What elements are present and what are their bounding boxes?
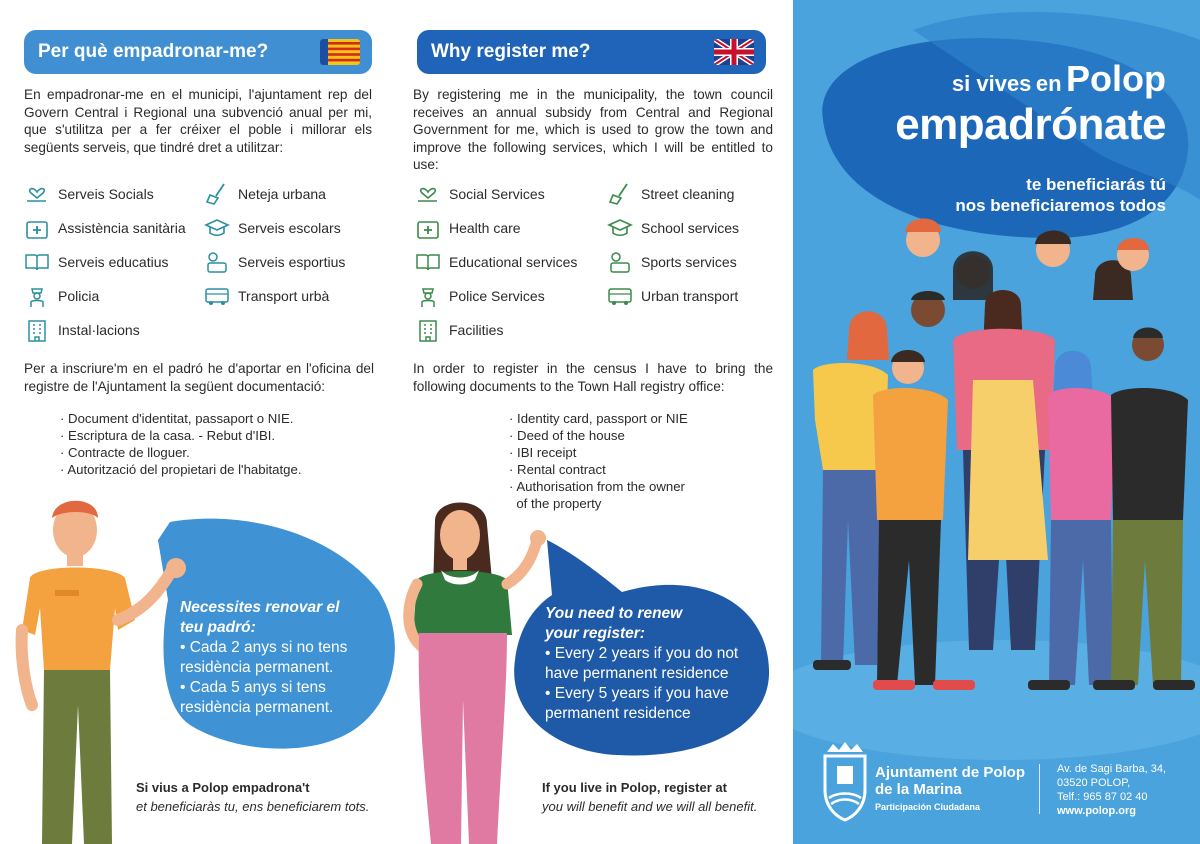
doc-item: of the property [509, 496, 602, 511]
cover-subtitle [955, 174, 1166, 216]
cover-title-polop: Polop [1066, 58, 1166, 99]
catalan-intro: En empadronar-me en el municipi, l'ajuntament rep del Govern Central i Regional una subvenció anual per mi, que s'utilitza per a fer créixer el poble i millorar els següents serveis, que tindré dret a utilitzar: [24, 87, 372, 155]
man-trousers [42, 670, 112, 844]
cover-title-si-vives: si vives [951, 71, 1032, 96]
address-line-2: 03520 POLOP, [1057, 777, 1131, 789]
doc-item: · Deed of the house [509, 428, 625, 443]
english-bubble-line: permanent residence [545, 705, 691, 722]
catalan-bubble-line: residència permanent. [180, 659, 334, 676]
broom-icon [204, 181, 230, 207]
cover-title-line-1 [952, 58, 1166, 100]
english-docs-intro: In order to register in the census I have to bring the following documents to the Town Hall registry office: [413, 361, 773, 394]
service-item [24, 316, 140, 344]
crowd-illustration [813, 219, 1195, 691]
english-bubble-line: • Every 2 years if you do not [545, 645, 739, 662]
service-item [415, 282, 545, 310]
cover-panel [793, 0, 1200, 844]
english-bubble-text [545, 604, 765, 724]
heart-hand-icon [24, 181, 50, 207]
service-label: Serveis esportius [238, 254, 346, 270]
service-label: School services [641, 220, 740, 236]
doc-item: · Document d'identitat, passaport o NIE. [60, 411, 294, 426]
english-bubble-line: have permanent residence [545, 665, 729, 682]
service-label: Educational services [449, 254, 578, 270]
cover-subtitle-line-2: nos beneficiaremos todos [955, 196, 1166, 215]
building-icon [415, 317, 441, 343]
doc-item: · Autorització del propietari de l'habitatge. [60, 462, 302, 477]
english-footer-bold: If you live in Polop, register at [542, 780, 727, 795]
service-label: Sports services [641, 254, 737, 270]
service-item [24, 282, 99, 310]
service-item [204, 248, 345, 276]
doc-item: · Escriptura de la casa. - Rebut d'IBI. [60, 428, 276, 443]
service-label: Urban transport [641, 288, 739, 304]
catalan-footer-bold: Si vius a Polop empadrona't [136, 780, 310, 795]
service-label: Serveis Socials [58, 186, 154, 202]
english-intro: By registering me in the municipality, the town council receives an annual subsidy from Central and Regional Government for me, which is used to grow the town and improve the following services, which I will be entitled to use: [413, 87, 773, 173]
graduation-cap-icon [607, 215, 633, 241]
catalan-docs-intro: Per a inscriure'm en el padró he d'aportar en l'oficina del registre de l'Ajuntament la següent documentació: [24, 361, 374, 394]
english-bubble-title-1: You need to renew [545, 605, 683, 622]
doc-item: · IBI receipt [509, 445, 577, 460]
service-item [204, 180, 326, 208]
service-item [415, 214, 521, 242]
catalan-footer-italic: et beneficiaràs tu, ens beneficiarem tots. [136, 799, 370, 814]
bus-icon [607, 283, 633, 309]
service-item [607, 248, 737, 276]
english-footer [542, 778, 757, 816]
town-hall-logo-block [821, 740, 1181, 830]
woman-head [440, 510, 480, 560]
english-header-title: Why register me? [431, 41, 591, 62]
service-item [607, 282, 738, 310]
bus-icon [204, 283, 230, 309]
contact-info [1057, 762, 1166, 818]
building-icon [24, 317, 50, 343]
catalan-bubble-line: residència permanent. [180, 699, 334, 716]
service-item [24, 180, 154, 208]
catalan-header-title: Per què empadronar-me? [38, 41, 269, 62]
service-item [24, 214, 186, 242]
service-label: Street cleaning [641, 186, 735, 202]
cover-title-en: en [1035, 71, 1062, 96]
catalan-bubble-line: • Cada 5 anys si tens [180, 679, 326, 696]
service-label: Social Services [449, 186, 545, 202]
catalan-header [24, 30, 372, 74]
town-hall-crest-icon [821, 740, 869, 824]
open-book-icon [415, 249, 441, 275]
police-officer-icon [415, 283, 441, 309]
first-aid-icon [415, 215, 441, 241]
service-label: Transport urbà [238, 288, 330, 304]
sports-icon [204, 249, 230, 275]
police-officer-icon [24, 283, 50, 309]
woman-trousers [419, 633, 507, 844]
cover-title-main: empadrónate [895, 100, 1166, 149]
service-label: Serveis educatius [58, 254, 169, 270]
doc-item: · Rental contract [509, 462, 606, 477]
service-label: Neteja urbana [238, 186, 326, 202]
service-item [415, 180, 545, 208]
catalan-panel [0, 0, 397, 844]
service-item [24, 248, 169, 276]
service-label: Policia [58, 288, 100, 304]
english-footer-italic: you will benefit and we will all benefit. [542, 799, 758, 814]
service-item [204, 214, 341, 242]
service-item [204, 282, 329, 310]
open-book-icon [24, 249, 50, 275]
catalan-footer [136, 778, 369, 816]
service-item [607, 214, 739, 242]
service-label: Instal·lacions [58, 322, 140, 338]
broom-icon [607, 181, 633, 207]
website-link[interactable]: www.polop.org [1057, 805, 1137, 817]
english-docs-list [509, 410, 729, 512]
service-item [415, 248, 577, 276]
uk-flag-icon [714, 39, 754, 65]
logo-divider [1039, 764, 1040, 814]
english-bubble-line: • Every 5 years if you have [545, 685, 729, 702]
service-label: Serveis escolars [238, 220, 341, 236]
service-item [607, 180, 734, 208]
catalan-docs-list [60, 410, 302, 478]
phone-number: Telf.: 965 87 02 40 [1057, 791, 1148, 803]
heart-hand-icon [415, 181, 441, 207]
town-hall-name: Ajuntament de Polop de la Marina [875, 764, 1025, 798]
catalan-bubble-title-1: Necessites renovar el [180, 599, 340, 616]
catalan-bubble-title-2: teu padró: [180, 619, 256, 636]
sports-icon [607, 249, 633, 275]
doc-item: · Identity card, passport or NIE [509, 411, 688, 426]
service-label: Health care [449, 220, 521, 236]
cover-subtitle-line-1: te beneficiarás tú [1026, 175, 1166, 194]
english-panel [397, 0, 793, 844]
doc-item: · Contracte de lloguer. [60, 445, 190, 460]
catalan-bubble-text [180, 598, 380, 718]
town-hall-department: Participación Ciudadana [875, 802, 981, 812]
service-label: Facilities [449, 322, 504, 338]
english-bubble-title-2: your register: [545, 625, 645, 642]
address-line-1: Av. de Sagi Barba, 34, [1057, 763, 1167, 775]
valencian-flag-icon [320, 39, 360, 65]
graduation-cap-icon [204, 215, 230, 241]
first-aid-icon [24, 215, 50, 241]
service-item [415, 316, 503, 344]
service-label: Assistència sanitària [58, 220, 186, 236]
catalan-bubble-line: • Cada 2 anys si no tens [180, 639, 348, 656]
doc-item: · Authorisation from the owner [509, 479, 685, 494]
service-label: Police Services [449, 288, 545, 304]
english-header [417, 30, 766, 74]
